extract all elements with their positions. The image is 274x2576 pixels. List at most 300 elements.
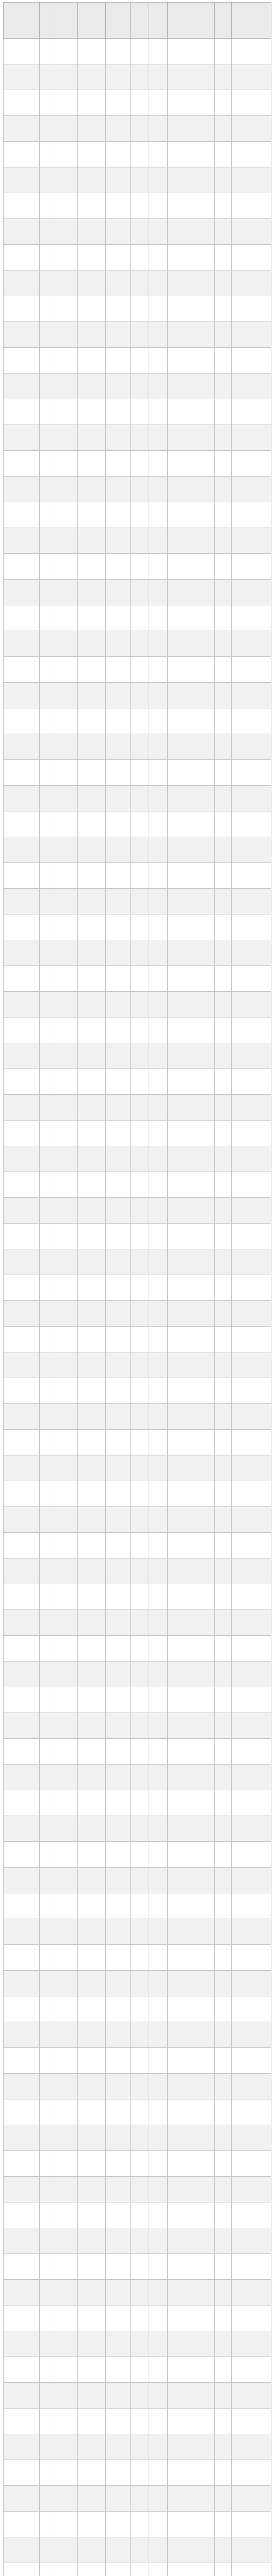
- table-cell: [4, 1739, 40, 1765]
- table-cell: [232, 2099, 271, 2125]
- table-row: [4, 1455, 271, 1481]
- table-cell: [131, 1919, 149, 1945]
- table-cell: [78, 90, 106, 116]
- table-cell: [131, 1327, 149, 1352]
- table-cell: [215, 811, 232, 837]
- table-cell: [106, 1739, 131, 1765]
- table-row: [4, 2331, 271, 2357]
- table-cell: [131, 1198, 149, 1224]
- table-cell: [56, 2512, 78, 2537]
- table-cell: [78, 1971, 106, 1996]
- table-cell: [149, 1662, 168, 1687]
- table-cell: [215, 1352, 232, 1378]
- table-cell: [215, 2331, 232, 2357]
- table-cell: [78, 1584, 106, 1610]
- table-cell: [232, 1687, 271, 1713]
- table-cell: [131, 1868, 149, 1893]
- table-cell: [40, 2537, 56, 2563]
- table-row: [4, 657, 271, 683]
- table-cell: [149, 64, 168, 90]
- table-cell: [215, 2280, 232, 2306]
- table-cell: [168, 1121, 215, 1146]
- table-cell: [106, 1713, 131, 1739]
- table-cell: [40, 1146, 56, 1172]
- table-cell: [40, 1790, 56, 1816]
- table-cell: [149, 1765, 168, 1790]
- table-cell: [215, 863, 232, 889]
- table-cell: [131, 1739, 149, 1765]
- table-cell: [149, 116, 168, 142]
- table-cell: [215, 2383, 232, 2409]
- table-cell: [168, 2434, 215, 2460]
- table-cell: [40, 1996, 56, 2022]
- table-cell: [56, 270, 78, 296]
- table-cell: [215, 2202, 232, 2228]
- table-cell: [56, 1249, 78, 1275]
- table-cell: [215, 1172, 232, 1198]
- table-cell: [40, 193, 56, 219]
- table-row: [4, 2537, 271, 2563]
- table-cell: [4, 1481, 40, 1507]
- table-cell: [78, 631, 106, 657]
- table-cell: [78, 1765, 106, 1790]
- table-cell: [168, 2151, 215, 2177]
- table-cell: [168, 2125, 215, 2151]
- table-cell: [106, 1378, 131, 1404]
- table-cell: [40, 992, 56, 1018]
- table-cell: [232, 2563, 271, 2576]
- table-cell: [232, 1404, 271, 1430]
- table-cell: [56, 863, 78, 889]
- table-cell: [78, 1739, 106, 1765]
- table-cell: [106, 1893, 131, 1919]
- table-cell: [232, 760, 271, 786]
- table-cell: [149, 1919, 168, 1945]
- table-cell: [168, 2280, 215, 2306]
- table-cell: [215, 1481, 232, 1507]
- table-cell: [4, 1301, 40, 1327]
- table-cell: [149, 1816, 168, 1842]
- table-cell: [232, 1224, 271, 1249]
- table-cell: [56, 605, 78, 631]
- table-cell: [131, 1713, 149, 1739]
- table-cell: [78, 374, 106, 399]
- table-cell: [149, 2074, 168, 2099]
- table-cell: [106, 2125, 131, 2151]
- table-cell: [168, 1971, 215, 1996]
- table-cell: [232, 1816, 271, 1842]
- table-cell: [232, 2486, 271, 2512]
- table-cell: [106, 1687, 131, 1713]
- table-cell: [40, 2125, 56, 2151]
- table-cell: [56, 90, 78, 116]
- table-cell: [56, 1430, 78, 1455]
- table-cell: [56, 2563, 78, 2576]
- table-cell: [106, 1043, 131, 1069]
- table-cell: [106, 1430, 131, 1455]
- table-cell: [168, 39, 215, 64]
- table-cell: [232, 1636, 271, 1662]
- table-cell: [149, 1224, 168, 1249]
- table-cell: [131, 940, 149, 966]
- table-cell: [78, 1533, 106, 1558]
- table-cell: [40, 1095, 56, 1121]
- table-row: [4, 2202, 271, 2228]
- table-cell: [106, 992, 131, 1018]
- table-cell: [40, 1301, 56, 1327]
- table-cell: [78, 1224, 106, 1249]
- table-cell: [4, 2537, 40, 2563]
- table-cell: [78, 1790, 106, 1816]
- table-cell: [232, 1018, 271, 1043]
- table-row: [4, 605, 271, 631]
- table-cell: [131, 1687, 149, 1713]
- table-row: [4, 1095, 271, 1121]
- table-cell: [131, 64, 149, 90]
- table-cell: [168, 348, 215, 374]
- table-cell: [4, 1095, 40, 1121]
- table-cell: [232, 399, 271, 425]
- table-cell: [168, 1790, 215, 1816]
- table-cell: [131, 605, 149, 631]
- table-cell: [56, 1172, 78, 1198]
- table-cell: [168, 1842, 215, 1868]
- table-cell: [4, 348, 40, 374]
- table-cell: [168, 1455, 215, 1481]
- table-cell: [4, 683, 40, 708]
- table-cell: [4, 914, 40, 940]
- table-cell: [106, 1146, 131, 1172]
- table-cell: [232, 2074, 271, 2099]
- table-cell: [40, 64, 56, 90]
- table-cell: [106, 1945, 131, 1971]
- table-cell: [56, 116, 78, 142]
- table-cell: [215, 2048, 232, 2074]
- table-cell: [168, 1893, 215, 1919]
- table-cell: [4, 2383, 40, 2409]
- table-cell: [106, 348, 131, 374]
- table-cell: [232, 2125, 271, 2151]
- table-cell: [106, 39, 131, 64]
- table-row: [4, 1610, 271, 1636]
- table-cell: [56, 374, 78, 399]
- table-cell: [232, 1146, 271, 1172]
- table-cell: [149, 2177, 168, 2202]
- table-cell: [56, 2074, 78, 2099]
- table-cell: [56, 2280, 78, 2306]
- table-cell: [215, 605, 232, 631]
- table-row: [4, 2460, 271, 2486]
- table-cell: [4, 1636, 40, 1662]
- table-cell: [232, 2306, 271, 2331]
- table-cell: [215, 1455, 232, 1481]
- table-cell: [131, 1971, 149, 1996]
- table-cell: [131, 502, 149, 528]
- table-cell: [40, 1584, 56, 1610]
- table-cell: [56, 1868, 78, 1893]
- table-cell: [106, 1069, 131, 1095]
- table-row: [4, 528, 271, 554]
- table-cell: [149, 2125, 168, 2151]
- table-cell: [106, 1842, 131, 1868]
- table-cell: [78, 1455, 106, 1481]
- table-cell: [168, 477, 215, 502]
- table-cell: [149, 1146, 168, 1172]
- table-cell: [215, 1224, 232, 1249]
- table-cell: [149, 2202, 168, 2228]
- table-cell: [215, 167, 232, 193]
- table-cell: [4, 1352, 40, 1378]
- table-cell: [131, 1945, 149, 1971]
- table-cell: [168, 296, 215, 322]
- table-cell: [106, 1455, 131, 1481]
- table-cell: [4, 2099, 40, 2125]
- table-cell: [131, 1455, 149, 1481]
- table-cell: [56, 1636, 78, 1662]
- table-cell: [56, 760, 78, 786]
- table-cell: [149, 1404, 168, 1430]
- table-row: [4, 2486, 271, 2512]
- table-cell: [168, 1404, 215, 1430]
- table-cell: [106, 399, 131, 425]
- table-cell: [40, 90, 56, 116]
- table-cell: [168, 940, 215, 966]
- table-cell: [232, 1610, 271, 1636]
- table-row: [4, 631, 271, 657]
- table-cell: [131, 374, 149, 399]
- table-cell: [40, 811, 56, 837]
- table-cell: [131, 2331, 149, 2357]
- table-cell: [56, 477, 78, 502]
- table-cell: [4, 2331, 40, 2357]
- table-cell: [168, 528, 215, 554]
- table-cell: [40, 1018, 56, 1043]
- table-cell: [4, 1172, 40, 1198]
- table-cell: [168, 1352, 215, 1378]
- table-cell: [168, 1945, 215, 1971]
- table-cell: [168, 1249, 215, 1275]
- table-cell: [56, 1224, 78, 1249]
- header-cell: [78, 3, 106, 39]
- table-cell: [168, 116, 215, 142]
- table-cell: [215, 451, 232, 477]
- table-row: [4, 1198, 271, 1224]
- table-cell: [78, 1121, 106, 1146]
- table-cell: [149, 683, 168, 708]
- table-cell: [149, 580, 168, 605]
- table-cell: [78, 889, 106, 914]
- table-cell: [106, 2563, 131, 2576]
- table-cell: [215, 1095, 232, 1121]
- table-cell: [40, 2048, 56, 2074]
- table-cell: [78, 657, 106, 683]
- table-cell: [131, 2537, 149, 2563]
- table-cell: [168, 502, 215, 528]
- table-cell: [4, 1249, 40, 1275]
- table-row: [4, 116, 271, 142]
- table-cell: [106, 322, 131, 348]
- table-cell: [232, 1507, 271, 1533]
- table-cell: [78, 39, 106, 64]
- table-row: [4, 1790, 271, 1816]
- table-cell: [131, 631, 149, 657]
- table-cell: [215, 1610, 232, 1636]
- table-row: [4, 2228, 271, 2254]
- table-cell: [168, 1095, 215, 1121]
- table-cell: [149, 451, 168, 477]
- table-cell: [106, 1584, 131, 1610]
- table-cell: [40, 2254, 56, 2280]
- table-cell: [131, 1172, 149, 1198]
- table-cell: [56, 245, 78, 270]
- table-cell: [131, 2460, 149, 2486]
- table-cell: [40, 1636, 56, 1662]
- table-cell: [106, 2151, 131, 2177]
- table-cell: [232, 425, 271, 451]
- table-cell: [4, 1713, 40, 1739]
- table-cell: [168, 399, 215, 425]
- table-cell: [168, 2357, 215, 2383]
- table-cell: [149, 657, 168, 683]
- table-cell: [56, 631, 78, 657]
- table-cell: [232, 2357, 271, 2383]
- table-cell: [149, 631, 168, 657]
- table-cell: [56, 1739, 78, 1765]
- table-cell: [56, 1713, 78, 1739]
- table-row: [4, 1893, 271, 1919]
- table-cell: [40, 2563, 56, 2576]
- table-cell: [106, 657, 131, 683]
- table-cell: [40, 1069, 56, 1095]
- table-cell: [4, 1404, 40, 1430]
- table-cell: [149, 2099, 168, 2125]
- table-cell: [232, 270, 271, 296]
- table-cell: [56, 966, 78, 992]
- table-cell: [149, 2280, 168, 2306]
- table-cell: [40, 2357, 56, 2383]
- table-cell: [131, 1121, 149, 1146]
- table-cell: [168, 2074, 215, 2099]
- table-cell: [56, 734, 78, 760]
- table-cell: [56, 193, 78, 219]
- table-row: [4, 992, 271, 1018]
- table-cell: [215, 39, 232, 64]
- table-cell: [131, 39, 149, 64]
- table-cell: [4, 1455, 40, 1481]
- table-cell: [168, 1919, 215, 1945]
- table-cell: [56, 1687, 78, 1713]
- table-cell: [131, 2125, 149, 2151]
- table-cell: [168, 1713, 215, 1739]
- listing-table: [3, 2, 271, 2576]
- table-cell: [56, 2048, 78, 2074]
- table-cell: [168, 2228, 215, 2254]
- table-cell: [4, 39, 40, 64]
- table-cell: [106, 219, 131, 245]
- table-cell: [215, 2125, 232, 2151]
- table-cell: [40, 914, 56, 940]
- table-cell: [149, 39, 168, 64]
- table-cell: [4, 1919, 40, 1945]
- table-cell: [168, 2177, 215, 2202]
- table-cell: [131, 1558, 149, 1584]
- table-cell: [215, 399, 232, 425]
- table-cell: [131, 2177, 149, 2202]
- table-cell: [106, 1507, 131, 1533]
- table-cell: [215, 64, 232, 90]
- table-cell: [106, 863, 131, 889]
- table-cell: [78, 683, 106, 708]
- table-cell: [131, 399, 149, 425]
- table-cell: [232, 477, 271, 502]
- table-cell: [232, 1739, 271, 1765]
- table-cell: [106, 1868, 131, 1893]
- table-cell: [215, 1301, 232, 1327]
- table-cell: [56, 296, 78, 322]
- table-cell: [4, 1198, 40, 1224]
- table-cell: [56, 1301, 78, 1327]
- table-cell: [149, 837, 168, 863]
- table-cell: [232, 245, 271, 270]
- table-cell: [131, 2512, 149, 2537]
- table-cell: [232, 2537, 271, 2563]
- table-row: [4, 1739, 271, 1765]
- table-cell: [232, 1352, 271, 1378]
- table-row: [4, 1378, 271, 1404]
- table-cell: [149, 1610, 168, 1636]
- table-cell: [40, 245, 56, 270]
- table-cell: [149, 786, 168, 811]
- table-cell: [149, 1198, 168, 1224]
- table-cell: [78, 1610, 106, 1636]
- table-cell: [131, 1275, 149, 1301]
- table-cell: [4, 1842, 40, 1868]
- table-cell: [106, 2331, 131, 2357]
- table-cell: [131, 1533, 149, 1558]
- table-cell: [40, 1404, 56, 1430]
- table-cell: [106, 708, 131, 734]
- table-cell: [232, 2151, 271, 2177]
- table-cell: [215, 2254, 232, 2280]
- table-cell: [131, 1765, 149, 1790]
- table-cell: [232, 1043, 271, 1069]
- table-cell: [131, 1224, 149, 1249]
- table-cell: [131, 90, 149, 116]
- table-cell: [78, 116, 106, 142]
- table-cell: [215, 1996, 232, 2022]
- table-cell: [232, 2177, 271, 2202]
- table-cell: [168, 1765, 215, 1790]
- table-cell: [215, 1430, 232, 1455]
- table-cell: [215, 1378, 232, 1404]
- table-cell: [4, 167, 40, 193]
- table-cell: [149, 1481, 168, 1507]
- table-row: [4, 502, 271, 528]
- table-cell: [106, 631, 131, 657]
- table-cell: [40, 1043, 56, 1069]
- table-cell: [168, 2460, 215, 2486]
- table-cell: [215, 1533, 232, 1558]
- table-cell: [106, 374, 131, 399]
- table-cell: [149, 734, 168, 760]
- table-cell: [40, 2099, 56, 2125]
- table-cell: [40, 1378, 56, 1404]
- table-cell: [4, 528, 40, 554]
- table-cell: [215, 992, 232, 1018]
- table-cell: [4, 2151, 40, 2177]
- table-cell: [215, 1146, 232, 1172]
- table-cell: [168, 1198, 215, 1224]
